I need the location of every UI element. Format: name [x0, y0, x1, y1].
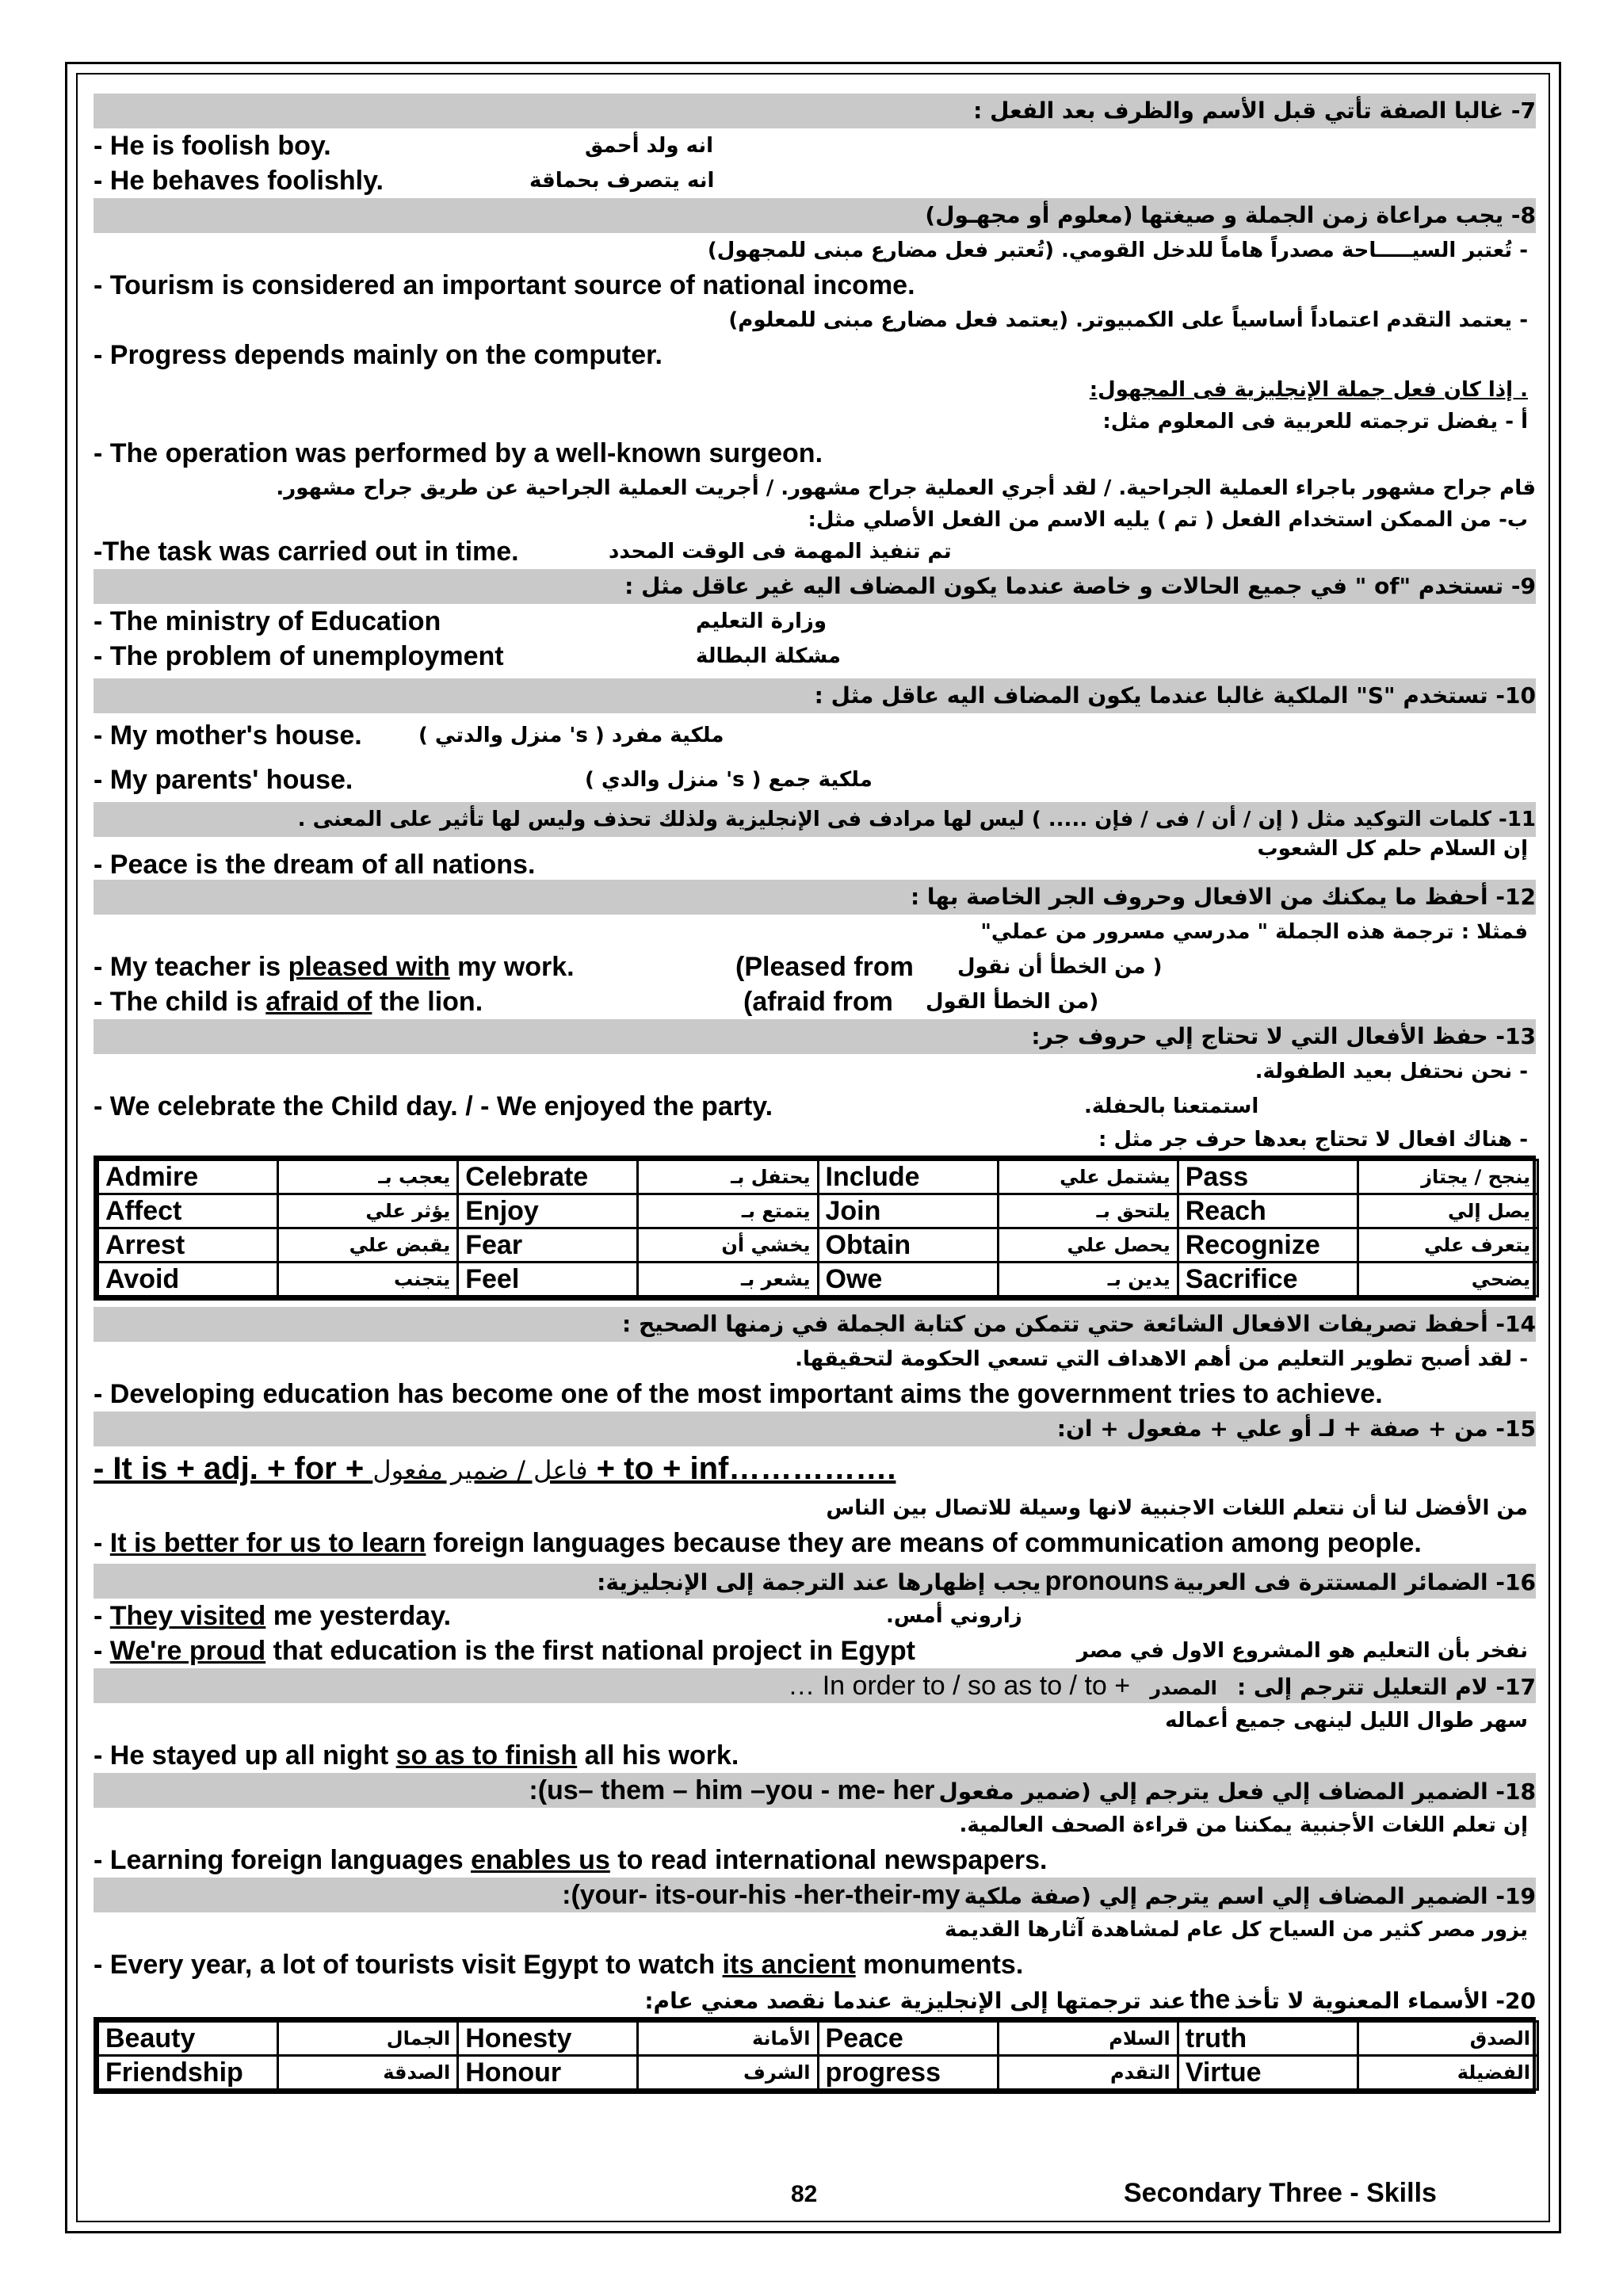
section-12-header	[94, 880, 1536, 915]
s18-en	[94, 1843, 1536, 1878]
section-13-title: 13- حفظ الأفعال التي لا تحتاج إلي حروف جر:	[1031, 1023, 1536, 1049]
s15-formula-ar: فاعل / ضمير مفعول	[372, 1455, 588, 1485]
page-number: 82	[791, 2181, 818, 2207]
s12-ex2-wrong: (afraid from	[743, 987, 893, 1017]
s16-ex1-underlined: They visited	[109, 1601, 266, 1631]
section-15-title: 15- من + صفة + لـ أو علي + مفعول + ان:	[1056, 1415, 1536, 1442]
s8-en-1	[94, 268, 1536, 303]
s10-ex2-en: - My parents' house.	[94, 765, 353, 795]
section-11-title: 11- كلمات التوكيد مثل ( إن / أن / فى / فإن ..... ) ليس لها مرادف فى الإنجليزية ولذلك تحذف وليس لها تأثير على المعنى .	[297, 808, 1536, 831]
s18-ar	[94, 1808, 1536, 1843]
s12-ex1-en	[94, 949, 575, 984]
s15-formula-text	[94, 1446, 896, 1492]
table-cell-english: Peace	[818, 2022, 998, 2056]
s16-ex1-pre: -	[94, 1601, 110, 1631]
section-15-header	[94, 1412, 1536, 1446]
s17-ar	[94, 1703, 1536, 1738]
section-8-header	[94, 198, 1536, 233]
table-cell-arabic: يشعر بـ	[638, 1263, 818, 1297]
table-cell-english: Owe	[818, 1263, 998, 1297]
s17-header-ar1: 17- لام التعليل تترجم إلى :	[1236, 1674, 1536, 1700]
table-cell-arabic: يعجب بـ	[278, 1160, 458, 1194]
s19-en-text	[94, 1947, 1023, 1982]
s19-header-en: :(your- its-our-his -her-their-my	[562, 1880, 960, 1910]
s16-header-en: pronouns	[1044, 1566, 1170, 1596]
s8-en1-text: - Tourism is considered an important source of national income.	[94, 270, 915, 300]
s14-en	[94, 1377, 1536, 1412]
s17-en-post: all his work.	[577, 1740, 739, 1771]
s15-formula	[94, 1446, 1536, 1491]
table-row	[98, 1228, 1538, 1263]
s7-example-1	[94, 128, 1536, 163]
s18-en-post: to read international newspapers.	[609, 1845, 1048, 1875]
table-cell-arabic: يتمتع بـ	[638, 1194, 818, 1228]
table-cell-english: Celebrate	[458, 1160, 638, 1194]
s17-en	[94, 1738, 1536, 1773]
s19-ar	[94, 1912, 1536, 1947]
s10-ex1-en: - My mother's house.	[94, 720, 362, 751]
s10-example-2	[94, 758, 1536, 802]
table-cell-english: Fear	[458, 1228, 638, 1263]
s15-en-underlined: It is better for us to learn	[109, 1528, 426, 1558]
s12-ex1-underlined: pleased with	[288, 952, 450, 982]
table-cell-arabic: الأمانة	[638, 2022, 818, 2056]
table-row	[98, 1160, 1538, 1194]
s15-en	[94, 1526, 1520, 1561]
table-cell-english: Enjoy	[458, 1194, 638, 1228]
table-cell-english: Arrest	[98, 1228, 278, 1263]
s16-ex2-post: that education is the first national project in Egypt	[265, 1636, 916, 1666]
table-cell-english: Recognize	[1178, 1228, 1358, 1263]
s16-ex1-en	[94, 1599, 451, 1633]
section-19-title	[562, 1878, 1536, 1917]
s15-formula-post: + to + inf…………….	[587, 1451, 896, 1486]
s18-ar-text: إن تعلم اللغات الأجنبية يمكننا من قراءة الصحف العالمية.	[959, 1813, 1528, 1837]
table-cell-english: Admire	[98, 1160, 278, 1194]
s13-ar-1	[94, 1054, 1536, 1089]
s10-ex1-ar: ملكية مفرد ( s' منزل والدتي )	[418, 724, 724, 747]
s18-header-en: :(us– them – him –you - me- her	[529, 1775, 935, 1805]
s20-header-en: the	[1190, 1985, 1231, 2015]
s16-ex1-post: me yesterday.	[265, 1601, 452, 1631]
s13-verbs-table	[97, 1159, 1539, 1297]
section-14-title: 14- أحفظ تصريفات الافعال الشائعة حتي تتمكن من كتابة الجملة في زمنها الصحيح :	[622, 1311, 1536, 1337]
s16-ex2-en	[94, 1633, 915, 1668]
table-cell-english: Reach	[1178, 1194, 1358, 1228]
section-12-title: 12- أحفظ ما يمكنك من الافعال وحروف الجر الخاصة بها :	[910, 884, 1536, 910]
s17-header-ar2: المصدر	[1150, 1677, 1217, 1699]
table-cell-arabic: الفضيلة	[1358, 2056, 1537, 2090]
footer-title: Secondary Three - Skills	[1124, 2178, 1437, 2208]
table-row	[98, 2022, 1538, 2056]
s9-ex1-en: - The ministry of Education	[94, 606, 441, 636]
s12-ex2-underlined: afraid of	[265, 987, 372, 1017]
section-9-header	[94, 569, 1536, 604]
page-content	[94, 94, 1536, 2094]
s16-example-1	[94, 1599, 1536, 1633]
s16-ex2-pre: -	[94, 1636, 110, 1666]
table-cell-arabic: الصدق	[1358, 2022, 1537, 2056]
table-cell-english: Virtue	[1178, 2056, 1358, 2090]
s12-ex1-pre: - My teacher is	[94, 952, 288, 982]
s14-ar	[94, 1342, 1536, 1377]
s15-ar	[94, 1491, 1536, 1526]
section-7-title: 7- غالبا الصفة تأتي قبل الأسم والظرف بعد الفعل :	[973, 97, 1536, 124]
s19-en-underlined: its ancient	[722, 1950, 856, 1980]
s17-en-text	[94, 1738, 739, 1773]
table-cell-english: Include	[818, 1160, 998, 1194]
s16-header-ar1: 16- الضمائر المستترة فى العربية	[1173, 1569, 1536, 1595]
s13-note	[94, 1124, 1536, 1156]
table-cell-english: truth	[1178, 2022, 1358, 2056]
table-cell-english: Affect	[98, 1194, 278, 1228]
s18-header-ar: 18- الضمير المضاف إلي فعل يترجم إلي (ضمير مفعول	[938, 1778, 1536, 1805]
s10-example-1	[94, 713, 1536, 758]
s17-ar-text: سهر طوال الليل لينهى جميع أعماله	[1165, 1709, 1528, 1733]
s19-en	[94, 1947, 1536, 1982]
s8-en3-text: - The operation was performed by a well-known surgeon.	[94, 438, 823, 468]
s11-ar: إن السلام حلم كل الشعوب	[1257, 837, 1528, 861]
s8-rule-b	[94, 506, 1536, 534]
s17-header-en: … In order to / so as to / to +	[788, 1671, 1131, 1701]
s12-ex1-post: my work.	[449, 952, 575, 982]
table-cell-arabic: يخشي أن	[638, 1228, 818, 1263]
s20-nouns-table	[97, 2020, 1539, 2091]
s16-ex2-underlined: We're proud	[109, 1636, 266, 1666]
section-20-title	[644, 1982, 1536, 2022]
s17-en-underlined: so as to finish	[395, 1740, 578, 1771]
s8-passive-title	[94, 372, 1536, 407]
s18-en-underlined: enables us	[471, 1845, 610, 1875]
s11-example	[94, 837, 1536, 880]
table-cell-english: Feel	[458, 1263, 638, 1297]
s8-passive-title-text: . إذا كان فعل جملة الإنجليزية فى المجهول:	[1089, 378, 1528, 402]
s8-ar2-text: - يعتمد التقدم اعتماداً أساسياً على الكمبيوتر. (يعتمد فعل مضارع مبنى للمعلوم)	[728, 308, 1528, 332]
table-cell-arabic: يتعرف علي	[1358, 1228, 1537, 1263]
s20-header-ar2: عند ترجمتها إلى الإنجليزية عندما نقصد معني عام:	[644, 1988, 1186, 2014]
section-10-header	[94, 678, 1536, 713]
section-8-title: 8- يجب مراعاة زمن الجملة و صيغتها (معلوم أو مجهـول)	[925, 202, 1536, 228]
s8-rule-a-text: أ - يفضل ترجمته للعربية فى المعلوم مثل:	[1102, 410, 1528, 434]
section-7-header	[94, 94, 1536, 128]
s16-example-2	[94, 1633, 1536, 1668]
s19-en-pre: - Every year, a lot of tourists visit Egypt to watch	[94, 1950, 723, 1980]
s12-ex2-pre: - The child is	[94, 987, 266, 1017]
table-cell-arabic: يحصل علي	[998, 1228, 1178, 1263]
s13-example	[94, 1089, 1536, 1124]
section-17-title	[788, 1668, 1536, 1708]
s8-example-4	[94, 534, 1536, 569]
s20-nouns-table-frame	[94, 2017, 1536, 2094]
table-cell-arabic: الصدقة	[278, 2056, 458, 2090]
s18-en-text	[94, 1843, 1048, 1878]
section-16-header	[94, 1564, 1536, 1599]
table-cell-english: Obtain	[818, 1228, 998, 1263]
s12-ex2-ar: (من الخطأ القول	[926, 990, 1099, 1014]
s9-ex2-ar: مشكلة البطالة	[696, 644, 842, 668]
s16-ex1-ar: زاروني أمس.	[886, 1604, 1022, 1628]
section-18-title	[529, 1773, 1536, 1813]
table-cell-english: Sacrifice	[1178, 1263, 1358, 1297]
s8-en-2	[94, 338, 1536, 372]
table-cell-english: Beauty	[98, 2022, 278, 2056]
s18-en-pre: - Learning foreign languages	[94, 1845, 472, 1875]
s13-ar1-text: - نحن نحتفل بعيد الطفولة.	[1254, 1060, 1528, 1083]
section-9-title: 9- تستخدم "of " في جميع الحالات و خاصة عندما يكون المضاف اليه غير عاقل مثل :	[624, 573, 1536, 599]
section-14-header	[94, 1307, 1536, 1342]
s19-header-ar: 19- الضمير المضاف إلي اسم يترجم إلي (صفة ملكية	[964, 1883, 1536, 1909]
s19-en-post: monuments.	[855, 1950, 1024, 1980]
s13-ar2-text: استمتعنا بالحفلة.	[1084, 1095, 1259, 1118]
s19-ar-text: يزور مصر كثير من السياح كل عام لمشاهدة آثارها القديمة	[945, 1918, 1528, 1942]
section-20-header	[94, 1982, 1536, 2017]
table-cell-arabic: يشتمل علي	[998, 1160, 1178, 1194]
table-cell-arabic: يضحي	[1358, 1263, 1537, 1297]
table-cell-arabic: يقبض علي	[278, 1228, 458, 1263]
s9-example-1	[94, 604, 1536, 639]
table-cell-arabic: يدين بـ	[998, 1263, 1178, 1297]
s7-example-2	[94, 163, 1536, 198]
s12-ex2-en	[94, 984, 483, 1019]
table-cell-arabic: يصل إلي	[1358, 1194, 1537, 1228]
s15-ar-text: من الأفضل لنا أن نتعلم اللغات الاجنبية لانها وسيلة للاتصال بين الناس	[826, 1496, 1528, 1520]
s13-en1-text: - We celebrate the Child day. / - We enjoyed the party.	[94, 1091, 773, 1121]
s8-ar-2	[94, 303, 1536, 338]
table-cell-arabic: الشرف	[638, 2056, 818, 2090]
table-row	[98, 2056, 1538, 2090]
table-cell-arabic: السلام	[998, 2022, 1178, 2056]
s20-header-ar1: 20- الأسماء المعنوية لا تأخذ	[1234, 1988, 1536, 2014]
s8-rule-a	[94, 407, 1536, 436]
table-row	[98, 1263, 1538, 1297]
table-cell-english: Friendship	[98, 2056, 278, 2090]
s8-ar1-text: - تُعتبر السيـــــاحة مصدراً هاماً للدخل القومي. (تُعتبر فعل مضارع مبنى للمجهول)	[707, 239, 1528, 262]
s10-ex2-ar: ملكية جمع ( s' منزل والدي )	[585, 768, 873, 792]
table-cell-english: Pass	[1178, 1160, 1358, 1194]
s8-en4-text: -The task was carried out in time.	[94, 537, 519, 567]
table-cell-arabic: الجمال	[278, 2022, 458, 2056]
s13-note-text: - هناك افعال لا تحتاج بعدها حرف جر مثل :	[1098, 1128, 1528, 1152]
s12-example-2	[94, 984, 1536, 1019]
s12-ex1-ar: ( من الخطأ أن نقول	[957, 955, 1163, 979]
section-13-header	[94, 1019, 1536, 1054]
s8-ar4-text: تم تنفيذ المهمة فى الوقت المحدد	[609, 540, 952, 563]
s8-ar-1	[94, 233, 1536, 268]
s8-en2-text: - Progress depends mainly on the computer.	[94, 340, 663, 370]
s16-header-ar2: يجب إظهارها عند الترجمة إلى الإنجليزية:	[597, 1569, 1041, 1595]
section-18-header	[94, 1773, 1536, 1808]
s12-intro-text: فمثلا : ترجمة هذه الجملة " مدرسي مسرور من عملي"	[980, 920, 1528, 944]
s15-en-post: foreign languages because they are means of communication among people.	[426, 1528, 1422, 1558]
s11-en: - Peace is the dream of all nations.	[94, 850, 536, 880]
s12-ex1-wrong: (Pleased from	[735, 952, 914, 982]
s12-intro	[94, 915, 1536, 949]
section-17-header	[94, 1668, 1536, 1703]
s15-formula-pre: - It is + adj. + for +	[94, 1451, 373, 1486]
s9-example-2	[94, 639, 1536, 674]
s17-en-pre: - He stayed up all night	[94, 1740, 396, 1771]
section-16-title	[597, 1564, 1536, 1603]
table-cell-arabic: يؤثر علي	[278, 1194, 458, 1228]
s14-en-text: - Developing education has become one of the most important aims the government tries to achieve.	[94, 1379, 1383, 1409]
s12-example-1	[94, 949, 1536, 984]
s9-ex1-ar: وزارة التعليم	[696, 609, 827, 633]
s7-ex1-ar: انه ولد أحمق	[585, 134, 714, 158]
s8-ar-3	[94, 471, 1536, 506]
table-row	[98, 1194, 1538, 1228]
table-cell-english: Honour	[458, 2056, 638, 2090]
table-cell-english: Join	[818, 1194, 998, 1228]
s12-ex2-post: the lion.	[372, 987, 483, 1017]
table-cell-arabic: يحتفل بـ	[638, 1160, 818, 1194]
s8-ar3-text: قام جراح مشهور باجراء العملية الجراحية. / لقد أجري العملية جراح مشهور. / أجريت العملية الجراحية عن طريق جراح مشهور.	[276, 476, 1536, 500]
s15-en-pre: -	[94, 1528, 110, 1558]
s13-verbs-table-frame	[94, 1156, 1536, 1301]
s7-ex2-en: - He behaves foolishly.	[94, 166, 384, 196]
table-cell-english: Avoid	[98, 1263, 278, 1297]
table-cell-english: Honesty	[458, 2022, 638, 2056]
page-footer	[94, 2178, 1536, 2218]
s7-ex2-ar: انه يتصرف بحماقة	[529, 169, 715, 193]
table-cell-english: progress	[818, 2056, 998, 2090]
table-cell-arabic: يلتحق بـ	[998, 1194, 1178, 1228]
s7-ex1-en: - He is foolish boy.	[94, 131, 331, 161]
table-cell-arabic: التقدم	[998, 2056, 1178, 2090]
s8-en-3	[94, 436, 1536, 471]
section-10-title: 10- تستخدم "S" الملكية غالبا عندما يكون المضاف اليه عاقل مثل :	[814, 682, 1536, 709]
s16-ex2-ar: نفخر بأن التعليم هو المشروع الاول في مصر	[1076, 1639, 1528, 1663]
s14-ar-text: - لقد أصبح تطوير التعليم من أهم الاهداف التي تسعي الحكومة لتحقيقها.	[795, 1347, 1528, 1371]
table-cell-arabic: ينجح / يجتاز	[1358, 1160, 1537, 1194]
s8-rule-b-text: ب- من الممكن استخدام الفعل ( تم ) يليه الاسم من الفعل الأصلي مثل:	[808, 508, 1528, 532]
s9-ex2-en: - The problem of unemployment	[94, 641, 504, 671]
section-19-header	[94, 1878, 1536, 1912]
table-cell-arabic: يتجنب	[278, 1263, 458, 1297]
